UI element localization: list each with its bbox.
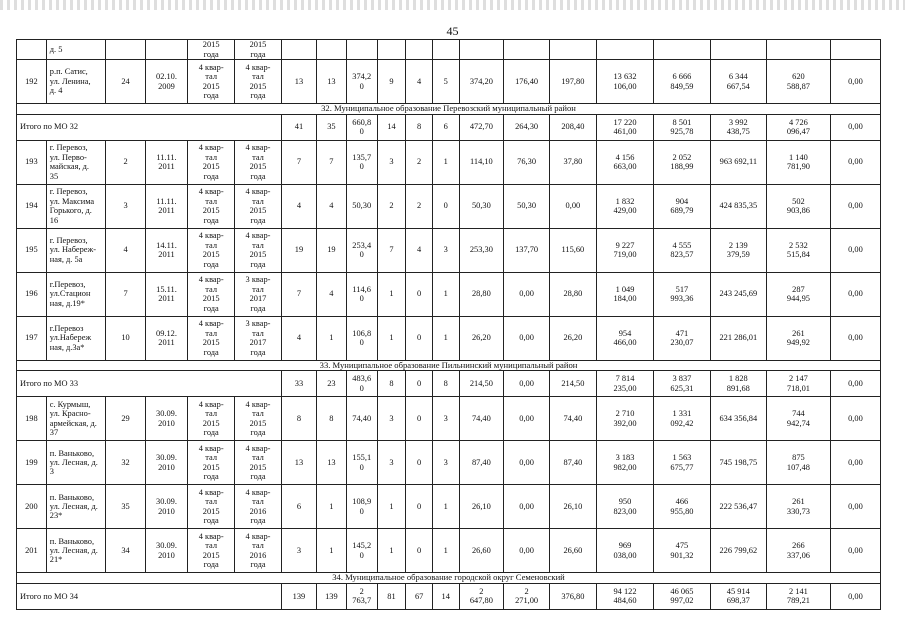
table-cell: 26,10: [549, 485, 596, 529]
table-cell: 0: [406, 485, 433, 529]
table-cell: 09.12. 2011: [145, 316, 188, 360]
table-cell: [406, 40, 433, 60]
table-cell: 1 563 675,77: [654, 441, 710, 485]
table-cell: 114,6 0: [346, 272, 377, 316]
table-cell: 1: [377, 529, 406, 573]
table-cell: 0,00: [830, 60, 880, 104]
row-number-cell: 194: [17, 184, 47, 228]
total-label: Итого по МО 34: [17, 583, 282, 609]
table-cell: 2: [406, 140, 433, 184]
table-cell: 176,40: [504, 60, 550, 104]
row-number-cell: 195: [17, 228, 47, 272]
table-cell: 26,10: [459, 485, 504, 529]
row-number-cell: 199: [17, 441, 47, 485]
table-cell: 1: [432, 272, 459, 316]
table-cell: 114,10: [459, 140, 504, 184]
table-cell: 13 632 106,00: [596, 60, 653, 104]
table-cell: 0: [406, 397, 433, 441]
total-cell: 35: [317, 114, 347, 140]
table-cell: 2 139 379,59: [710, 228, 766, 272]
table-cell: 0,00: [830, 529, 880, 573]
table-cell: 7: [281, 140, 316, 184]
table-cell: [710, 40, 766, 60]
table-cell: 4 квар- тал 2015 года: [188, 441, 235, 485]
table-cell: 0,00: [830, 140, 880, 184]
table-cell: [830, 40, 880, 60]
table-cell: 226 799,62: [710, 529, 766, 573]
table-cell: 135,7 0: [346, 140, 377, 184]
table-cell: 4 квар- тал 2015 года: [235, 140, 282, 184]
table-row: [17, 228, 881, 272]
table-cell: 4 квар- тал 2015 года: [188, 184, 235, 228]
total-cell: 45 914 698,37: [710, 583, 766, 609]
table-cell: 1 832 429,00: [596, 184, 653, 228]
table-cell: 0,00: [830, 228, 880, 272]
total-cell: 1 828 891,68: [710, 371, 766, 397]
section-title: 33. Муниципальное образование Пильнинский муниципальный район: [17, 360, 881, 371]
table-cell: 475 901,32: [654, 529, 710, 573]
page-number: 45: [446, 24, 459, 38]
table-cell: 7: [377, 228, 406, 272]
total-label: Итого по МО 32: [17, 114, 282, 140]
total-cell: 67: [406, 583, 433, 609]
table-cell: 30.09. 2010: [145, 485, 188, 529]
table-cell: 2 532 515,84: [767, 228, 831, 272]
table-cell: 0,00: [504, 316, 550, 360]
table-cell: 4 квар- тал 2015 года: [188, 485, 235, 529]
table-cell: 3: [377, 441, 406, 485]
total-cell: 23: [317, 371, 347, 397]
housing-register-table: [16, 39, 881, 610]
total-cell: 0,00: [830, 371, 880, 397]
table-cell: 4 квар- тал 2016 года: [235, 485, 282, 529]
table-cell: 954 466,00: [596, 316, 653, 360]
table-cell: 26,60: [459, 529, 504, 573]
table-row: [17, 184, 881, 228]
table-cell: [504, 40, 550, 60]
table-cell: [281, 40, 316, 60]
table-cell: 9 227 719,00: [596, 228, 653, 272]
table-cell: 87,40: [549, 441, 596, 485]
table-cell: 634 356,84: [710, 397, 766, 441]
table-cell: 4 квар- тал 2015 года: [188, 316, 235, 360]
table-body: [17, 40, 881, 610]
table-cell: 29: [106, 397, 145, 441]
total-cell: 6: [432, 114, 459, 140]
table-cell: 2 710 392,00: [596, 397, 653, 441]
table-cell: 4: [106, 228, 145, 272]
total-cell: 139: [281, 583, 316, 609]
table-cell: 950 823,00: [596, 485, 653, 529]
address-cell: г. Перевоз, ул. Перво- майская, д. 35: [46, 140, 106, 184]
table-cell: 74,40: [549, 397, 596, 441]
table-cell: 2 052 188,99: [654, 140, 710, 184]
row-number-cell: 197: [17, 316, 47, 360]
table-row: [17, 60, 881, 104]
table-cell: 4: [406, 60, 433, 104]
section-title-row: [17, 573, 881, 584]
table-cell: 0: [406, 272, 433, 316]
table-cell: 0: [406, 316, 433, 360]
total-cell: 8 501 925,78: [654, 114, 710, 140]
table-row: [17, 441, 881, 485]
table-cell: 3: [106, 184, 145, 228]
table-cell: 4 квар- тал 2015 года: [235, 228, 282, 272]
table-cell: [106, 40, 145, 60]
table-cell: 502 903,86: [767, 184, 831, 228]
table-cell: 0: [432, 184, 459, 228]
table-cell: 4: [406, 228, 433, 272]
table-cell: 3: [377, 140, 406, 184]
table-cell: 13: [281, 60, 316, 104]
table-cell: 7: [317, 140, 347, 184]
total-cell: 0,00: [830, 114, 880, 140]
address-cell: г.Перевоз, ул.Стацион ная, д.19*: [46, 272, 106, 316]
table-cell: 1 140 781,90: [767, 140, 831, 184]
table-cell: 0: [406, 441, 433, 485]
table-cell: 137,70: [504, 228, 550, 272]
table-cell: 3: [432, 441, 459, 485]
section-title: 32. Муниципальное образование Перевозский муниципальный район: [17, 104, 881, 115]
row-number-cell: 193: [17, 140, 47, 184]
scan-edge: [0, 0, 905, 10]
table-cell: 3: [432, 397, 459, 441]
table-cell: 24: [106, 60, 145, 104]
table-cell: 106,8 0: [346, 316, 377, 360]
table-cell: 287 944,95: [767, 272, 831, 316]
table-cell: 4 555 823,57: [654, 228, 710, 272]
table-cell: 9: [377, 60, 406, 104]
table-cell: 374,2 0: [346, 60, 377, 104]
table-cell: 11.11. 2011: [145, 184, 188, 228]
row-number-cell: 192: [17, 60, 47, 104]
table-cell: 7: [106, 272, 145, 316]
table-cell: 3: [377, 397, 406, 441]
table-cell: 115,60: [549, 228, 596, 272]
table-cell: 2015 года: [235, 40, 282, 60]
row-number-cell: 198: [17, 397, 47, 441]
table-cell: 4 квар- тал 2015 года: [188, 140, 235, 184]
table-cell: 243 245,69: [710, 272, 766, 316]
table-cell: [654, 40, 710, 60]
address-cell: г. Перевоз, ул. Максима Горького, д. 16: [46, 184, 106, 228]
total-cell: 2 647,80: [459, 583, 504, 609]
table-cell: 4 квар- тал 2015 года: [188, 397, 235, 441]
table-cell: 02.10. 2009: [145, 60, 188, 104]
total-cell: 81: [377, 583, 406, 609]
table-cell: 466 955,80: [654, 485, 710, 529]
table-cell: [346, 40, 377, 60]
total-cell: 264,30: [504, 114, 550, 140]
table-cell: 4 квар- тал 2015 года: [188, 228, 235, 272]
table-cell: 34: [106, 529, 145, 573]
table-cell: [549, 40, 596, 60]
section-title: 34. Муниципальное образование городской округ Семеновский: [17, 573, 881, 584]
table-cell: 4: [281, 316, 316, 360]
total-row: [17, 114, 881, 140]
total-cell: 0,00: [504, 371, 550, 397]
table-cell: 13: [317, 441, 347, 485]
address-cell: п. Ваньково, ул. Лесная, д. 3: [46, 441, 106, 485]
table-cell: [767, 40, 831, 60]
table-cell: 3 квар- тал 2017 года: [235, 272, 282, 316]
table-cell: 1 049 184,00: [596, 272, 653, 316]
table-cell: 222 536,47: [710, 485, 766, 529]
table-cell: 37,80: [549, 140, 596, 184]
total-cell: 33: [281, 371, 316, 397]
table-cell: 50,30: [346, 184, 377, 228]
total-cell: 483,6 0: [346, 371, 377, 397]
table-cell: 19: [281, 228, 316, 272]
table-cell: 3 квар- тал 2017 года: [235, 316, 282, 360]
table-cell: 4 квар- тал 2015 года: [235, 184, 282, 228]
total-cell: 139: [317, 583, 347, 609]
table-cell: 471 230,07: [654, 316, 710, 360]
table-cell: 1: [432, 140, 459, 184]
total-cell: 8: [432, 371, 459, 397]
table-cell: 0,00: [830, 441, 880, 485]
table-cell: 3: [281, 529, 316, 573]
table-cell: 11.11. 2011: [145, 140, 188, 184]
table-cell: 4 квар- тал 2015 года: [235, 441, 282, 485]
total-cell: 14: [377, 114, 406, 140]
table-cell: 6: [281, 485, 316, 529]
table-cell: 253,30: [459, 228, 504, 272]
address-cell: д. 5: [46, 40, 106, 60]
table-cell: 1: [377, 485, 406, 529]
address-cell: п. Ваньково, ул. Лесная, д. 23*: [46, 485, 106, 529]
table-row: [17, 40, 881, 60]
table-cell: 1 331 092,42: [654, 397, 710, 441]
table-cell: 155,1 0: [346, 441, 377, 485]
total-row: [17, 583, 881, 609]
table-cell: 744 942,74: [767, 397, 831, 441]
table-row: [17, 140, 881, 184]
table-cell: 30.09. 2010: [145, 529, 188, 573]
table-cell: 108,9 0: [346, 485, 377, 529]
row-number-cell: 201: [17, 529, 47, 573]
table-cell: 4 квар- тал 2015 года: [188, 60, 235, 104]
table-cell: [596, 40, 653, 60]
table-row: [17, 272, 881, 316]
table-cell: 1: [432, 316, 459, 360]
table-cell: 13: [317, 60, 347, 104]
total-cell: 8: [406, 114, 433, 140]
table-row: [17, 529, 881, 573]
table-cell: 2: [406, 184, 433, 228]
total-cell: 0: [406, 371, 433, 397]
table-cell: 2: [106, 140, 145, 184]
table-cell: 0,00: [830, 272, 880, 316]
table-cell: 875 107,48: [767, 441, 831, 485]
table-cell: 3: [432, 228, 459, 272]
total-cell: 214,50: [459, 371, 504, 397]
table-cell: 4 квар- тал 2015 года: [235, 60, 282, 104]
table-cell: 10: [106, 316, 145, 360]
table-cell: 28,80: [549, 272, 596, 316]
table-cell: 32: [106, 441, 145, 485]
total-cell: 2 271,00: [504, 583, 550, 609]
table-cell: 8: [317, 397, 347, 441]
total-cell: 214,50: [549, 371, 596, 397]
table-cell: 26,20: [549, 316, 596, 360]
table-cell: 0,00: [504, 441, 550, 485]
table-cell: 30.09. 2010: [145, 441, 188, 485]
table-cell: 145,2 0: [346, 529, 377, 573]
table-cell: 0,00: [504, 397, 550, 441]
table-cell: 6 666 849,59: [654, 60, 710, 104]
address-cell: г. Перевоз, ул. Набереж- ная, д. 5а: [46, 228, 106, 272]
table-cell: 904 689,79: [654, 184, 710, 228]
table-cell: 6 344 667,54: [710, 60, 766, 104]
table-cell: 261 330,73: [767, 485, 831, 529]
table-cell: 374,20: [459, 60, 504, 104]
table-cell: 5: [432, 60, 459, 104]
table-cell: 76,30: [504, 140, 550, 184]
table-cell: 4 квар- тал 2015 года: [188, 272, 235, 316]
table-cell: 0,00: [504, 272, 550, 316]
table-row: [17, 316, 881, 360]
table-cell: 1: [377, 316, 406, 360]
table-cell: 0,00: [830, 397, 880, 441]
total-cell: 41: [281, 114, 316, 140]
table-cell: 1: [317, 485, 347, 529]
table-cell: 30.09. 2010: [145, 397, 188, 441]
total-cell: 3 992 438,75: [710, 114, 766, 140]
table-cell: 0,00: [504, 529, 550, 573]
row-number-cell: [17, 40, 47, 60]
total-cell: 2 763,7: [346, 583, 377, 609]
table-cell: 963 692,11: [710, 140, 766, 184]
table-cell: 15.11. 2011: [145, 272, 188, 316]
table-cell: 4: [317, 184, 347, 228]
total-cell: 4 726 096,47: [767, 114, 831, 140]
total-label: Итого по МО 33: [17, 371, 282, 397]
total-cell: 3 837 625,31: [654, 371, 710, 397]
table-cell: 253,4 0: [346, 228, 377, 272]
total-cell: 17 220 461,00: [596, 114, 653, 140]
table-cell: 197,80: [549, 60, 596, 104]
address-cell: г.Перевоз ул.Набереж ная, д.3а*: [46, 316, 106, 360]
table-cell: 3 183 982,00: [596, 441, 653, 485]
table-cell: 26,60: [549, 529, 596, 573]
table-cell: 2: [377, 184, 406, 228]
total-cell: 472,70: [459, 114, 504, 140]
table-cell: 0,00: [830, 316, 880, 360]
table-cell: 1: [317, 316, 347, 360]
row-number-cell: 196: [17, 272, 47, 316]
table-cell: 1: [432, 485, 459, 529]
table-row: [17, 485, 881, 529]
table-cell: 745 198,75: [710, 441, 766, 485]
table-cell: 50,30: [459, 184, 504, 228]
table-cell: 266 337,06: [767, 529, 831, 573]
table-cell: [459, 40, 504, 60]
table-cell: 221 286,01: [710, 316, 766, 360]
table-cell: [317, 40, 347, 60]
table-cell: 969 038,00: [596, 529, 653, 573]
table-cell: 4 квар- тал 2015 года: [188, 529, 235, 573]
table-cell: 4 156 663,00: [596, 140, 653, 184]
total-cell: 376,80: [549, 583, 596, 609]
table-cell: 74,40: [346, 397, 377, 441]
table-cell: 517 993,36: [654, 272, 710, 316]
table-cell: 1: [432, 529, 459, 573]
table-cell: 0,00: [504, 485, 550, 529]
address-cell: р.п. Сатис, ул. Ленина, д. 4: [46, 60, 106, 104]
total-cell: 46 065 997,02: [654, 583, 710, 609]
table-cell: 28,80: [459, 272, 504, 316]
table-cell: 4: [317, 272, 347, 316]
table-cell: 2015 года: [188, 40, 235, 60]
table-cell: 19: [317, 228, 347, 272]
total-cell: 2 141 789,21: [767, 583, 831, 609]
table-cell: 8: [281, 397, 316, 441]
table-cell: 0: [406, 529, 433, 573]
total-cell: 14: [432, 583, 459, 609]
address-cell: п. Ваньково, ул. Лесная, д. 21*: [46, 529, 106, 573]
total-cell: 2 147 718,01: [767, 371, 831, 397]
table-cell: 74,40: [459, 397, 504, 441]
table-cell: 87,40: [459, 441, 504, 485]
total-cell: 7 814 235,00: [596, 371, 653, 397]
table-cell: 4: [281, 184, 316, 228]
table-cell: 0,00: [830, 184, 880, 228]
total-row: [17, 371, 881, 397]
row-number-cell: 200: [17, 485, 47, 529]
table-cell: [432, 40, 459, 60]
table-cell: 261 949,92: [767, 316, 831, 360]
table-cell: 424 835,35: [710, 184, 766, 228]
table-cell: 50,30: [504, 184, 550, 228]
table-cell: 1: [317, 529, 347, 573]
table-cell: 0,00: [830, 485, 880, 529]
table-cell: 1: [377, 272, 406, 316]
table-cell: 35: [106, 485, 145, 529]
table-cell: 4 квар- тал 2015 года: [235, 397, 282, 441]
table-cell: 7: [281, 272, 316, 316]
total-cell: 8: [377, 371, 406, 397]
total-cell: 660,8 0: [346, 114, 377, 140]
table-cell: 4 квар- тал 2016 года: [235, 529, 282, 573]
table-cell: 620 588,87: [767, 60, 831, 104]
section-title-row: [17, 360, 881, 371]
table-row: [17, 397, 881, 441]
total-cell: 208,40: [549, 114, 596, 140]
address-cell: с. Курмыш, ул. Красно- армейская, д. 37: [46, 397, 106, 441]
total-cell: 94 122 484,60: [596, 583, 653, 609]
section-title-row: [17, 104, 881, 115]
table-cell: 0,00: [549, 184, 596, 228]
table-cell: 26,20: [459, 316, 504, 360]
table-cell: [377, 40, 406, 60]
table-cell: 13: [281, 441, 316, 485]
table-cell: [145, 40, 188, 60]
table-cell: 14.11. 2011: [145, 228, 188, 272]
total-cell: 0,00: [830, 583, 880, 609]
